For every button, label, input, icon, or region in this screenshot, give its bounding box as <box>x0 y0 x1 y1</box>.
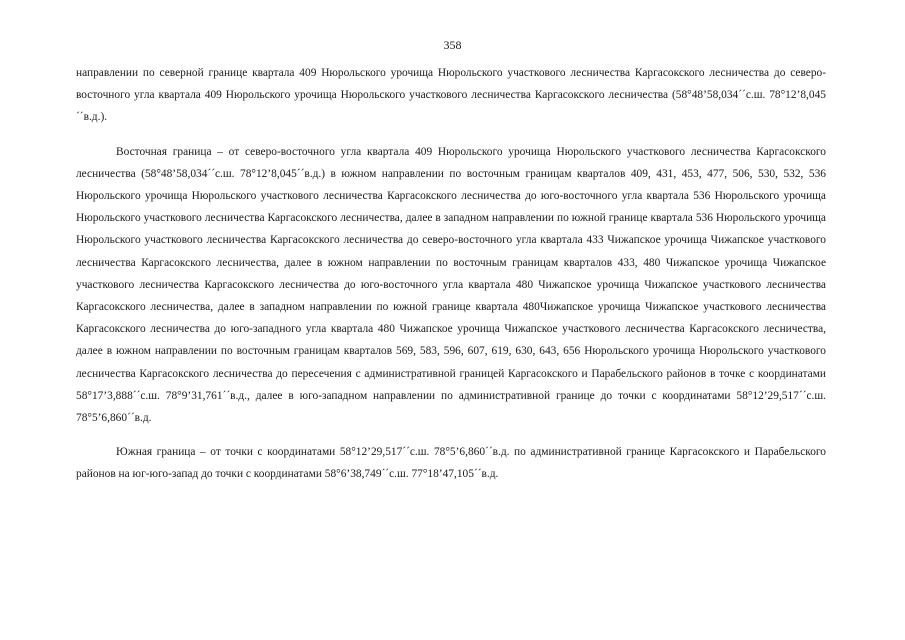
paragraph-eastern-boundary: Восточная граница – от северо-восточного угла квартала 409 Нюрольского урочища Нюрольского участкового лесничества Каргасокского лесничества (58°48’58,034´´с.ш. 78°12’8,045´´в.д.) в южном направлении по восточным границам кварталов 409, 431, 453, 477, 506, 530, 532, 536 Нюрольского урочища Нюрольского участкового лесничества Каргасокского лесничества до юго-восточного угла квартала 536 Нюрольского урочища Нюрольского участкового лесничества Каргасокского лесничества, далее в западном направлении по южной границе квартала 536 Нюрольского урочища Нюрольского участкового лесничества Каргасокского лесничества до северо-восточного угла квартала 433 Чижапское урочища Чижапское участкового лесничества Каргасокского лесничества, далее в южном направлении по восточным границам кварталов 433, 480 Чижапское урочища Чижапское участкового лесничества Каргасокского лесничества до юго-восточного угла квартала 480 Чижапское урочища Чижапское участкового лесничества Каргасокского лесничества, далее в западном направлении по южной границе квартала 480Чижапское урочища Чижапское участкового лесничества Каргасокского лесничества до юго-западного угла квартала 480 Чижапское урочища Чижапское участкового лесничества Каргасокского лесничества, далее в южном направлении по восточным границам кварталов 569, 583, 596, 607, 619, 630, 643, 656 Нюрольского урочища Нюрольского участкового лесничества Каргасокского лесничества до пересечения с административной границей Каргасокского и Парабельского районов в точке с координатами 58°17’3,888´´с.ш. 78°9’31,761´´в.д., далее в юго-западном направлении по административной границе до точки с координатами 58°12’29,517´´с.ш. 78°5’6,860´´в.д. <box>76 145 826 425</box>
paragraph-northern-boundary-continuation: направлении по северной границе квартала 409 Нюрольского урочища Нюрольского участкового лесничества Каргасокского лесничества до северо-восточного угла квартала 409 Нюрольского урочища Нюрольского участкового лесничества Каргасокского лесничества (58°48’58,034´´с.ш. 78°12’8,045´´в.д.). <box>76 67 826 124</box>
document-body <box>76 62 826 486</box>
page-number: 358 <box>443 38 462 52</box>
paragraph-southern-boundary: Южная граница – от точки с координатами 58°12’29,517´´с.ш. 78°5’6,860´´в.д. по административной границе Каргасокского и Парабельского районов на юг-юго-запад до точки с координатами 58°6’38,749´´с.ш. 77°18’47,105´´в.д. <box>76 446 826 481</box>
